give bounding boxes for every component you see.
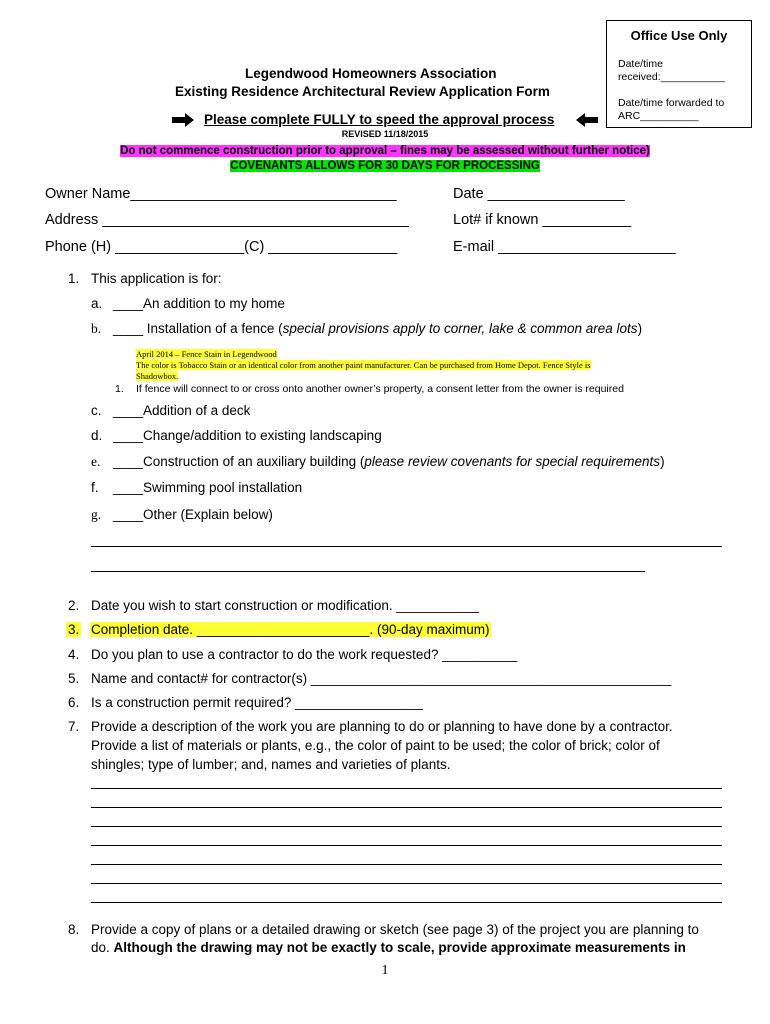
address-field[interactable]: Address ______________________________________ xyxy=(45,212,409,228)
q1e-close: ) xyxy=(660,454,665,469)
q1b-option[interactable] xyxy=(113,321,642,336)
lot-field[interactable]: Lot# if known ___________ xyxy=(453,212,632,228)
phone-field[interactable]: Phone (H) ________________(C) ________________ xyxy=(45,239,398,255)
q4-number: 4. xyxy=(68,647,80,662)
q7-line-2: Provide a list of materials or plants, e.g., the color of paint to be used; the color of brick; color of xyxy=(91,738,660,753)
q1b-close: ) xyxy=(637,321,643,336)
fence-sub-number: 1. xyxy=(115,383,124,395)
description-line-2[interactable] xyxy=(91,807,722,808)
q1d-letter: d. xyxy=(91,428,103,443)
q7-number: 7. xyxy=(68,719,80,734)
q8-line-2 xyxy=(91,940,686,955)
q5-contractor-contact[interactable]: Name and contact# for contractor(s) ________________________________________________ xyxy=(91,671,672,686)
q3-number: 3. xyxy=(68,622,80,637)
q2-number: 2. xyxy=(68,598,80,613)
q1d-option[interactable]: ____Change/addition to existing landscaping xyxy=(113,428,382,443)
q1b-text: ____ Installation of a fence ( xyxy=(113,321,283,336)
description-line-1[interactable] xyxy=(91,788,722,789)
q7-line-3: shingles; type of lumber; and, names and varieties of plants. xyxy=(91,757,451,772)
instruction-text: Please complete FULLY to speed the approval process xyxy=(204,112,555,127)
q1b-letter: b. xyxy=(91,321,102,336)
fence-note-line-3: Shadowbox. xyxy=(136,371,179,381)
q8-line-2-bold: Although the drawing may not be exactly to scale, provide approximate measurements in xyxy=(113,940,686,955)
q1b-italic: special provisions apply to corner, lake & common area lots xyxy=(282,321,638,336)
owner-name-field[interactable]: Owner Name_________________________________ xyxy=(45,186,397,202)
description-line-6[interactable] xyxy=(91,883,722,884)
q3-completion-date[interactable]: Completion date. _______________________. (90-day maximum) xyxy=(91,622,490,637)
q1a-letter: a. xyxy=(91,296,103,311)
explain-line-1[interactable] xyxy=(91,546,722,547)
q4-contractor[interactable]: Do you plan to use a contractor to do the work requested? __________ xyxy=(91,647,518,662)
left-arrow-icon xyxy=(576,113,598,127)
q1e-text: ____Construction of an auxiliary building ( xyxy=(113,454,365,469)
q2-start-date[interactable]: Date you wish to start construction or modification. ___________ xyxy=(91,598,479,613)
q1e-letter: e. xyxy=(91,454,101,469)
office-use-title: Office Use Only xyxy=(630,28,728,43)
fence-note-line-1: April 2014 – Fence Stain in Legendwood xyxy=(136,349,277,359)
revised-date: REVISED 11/18/2015 xyxy=(341,129,429,139)
q8-line-2-start: do. xyxy=(91,940,114,955)
q1e-option[interactable] xyxy=(113,454,665,469)
q6-number: 6. xyxy=(68,695,80,710)
q7-line-1: Provide a description of the work you are planning to do or planning to have done by a contractor. xyxy=(91,719,673,734)
received-label-2: received:___________ xyxy=(618,71,725,83)
q1-number: 1. xyxy=(68,271,80,286)
q1f-letter: f. xyxy=(91,480,99,495)
office-use-box xyxy=(606,20,752,128)
q6-permit[interactable]: Is a construction permit required? _________________ xyxy=(91,695,423,710)
page-number: 1 xyxy=(381,963,389,978)
description-line-5[interactable] xyxy=(91,864,722,865)
date-field[interactable]: Date _________________ xyxy=(453,186,625,202)
fence-note xyxy=(136,349,591,382)
q1f-option[interactable]: ____Swimming pool installation xyxy=(113,480,303,495)
received-label-1: Date/time xyxy=(618,58,663,70)
description-line-4[interactable] xyxy=(91,845,722,846)
q1g-letter: g. xyxy=(91,507,102,522)
q8-line-1: Provide a copy of plans or a detailed drawing or sketch (see page 3) of the project you are planning to xyxy=(91,922,699,937)
org-name: Legendwood Homeowners Association xyxy=(245,66,497,81)
forwarded-label-1: Date/time forwarded to xyxy=(618,97,725,109)
description-line-3[interactable] xyxy=(91,826,722,827)
forwarded-label-2: ARC__________ xyxy=(618,110,699,122)
email-field[interactable]: E-mail ______________________ xyxy=(453,239,676,255)
q8-number: 8. xyxy=(68,922,80,937)
explain-line-2[interactable] xyxy=(91,571,645,572)
q1a-option[interactable]: ____An addition to my home xyxy=(113,296,285,311)
q1g-option[interactable]: ____Other (Explain below) xyxy=(113,507,273,522)
q1-text: This application is for: xyxy=(91,271,222,286)
form-title: Existing Residence Architectural Review Application Form xyxy=(175,84,550,99)
q5-number: 5. xyxy=(68,671,80,686)
fence-note-line-2: The color is Tobacco Stain or an identical color from another paint manufacturer. Can be purchased from Home Depot. Fence Style is xyxy=(136,360,591,370)
description-line-7[interactable] xyxy=(91,902,722,903)
q1c-letter: c. xyxy=(91,403,102,418)
right-arrow-icon xyxy=(172,113,194,127)
warning-banner: Do not commence construction prior to approval – fines may be assessed without further notice) xyxy=(120,145,650,157)
fence-sub-text: If fence will connect to or cross onto another owner’s property, a consent letter from the owner is required xyxy=(136,383,624,395)
q1e-italic: please review covenants for special requirements xyxy=(364,454,661,469)
q1c-option[interactable]: ____Addition of a deck xyxy=(113,403,251,418)
covenants-banner: COVENANTS ALLOWS FOR 30 DAYS FOR PROCESSING xyxy=(230,160,540,172)
